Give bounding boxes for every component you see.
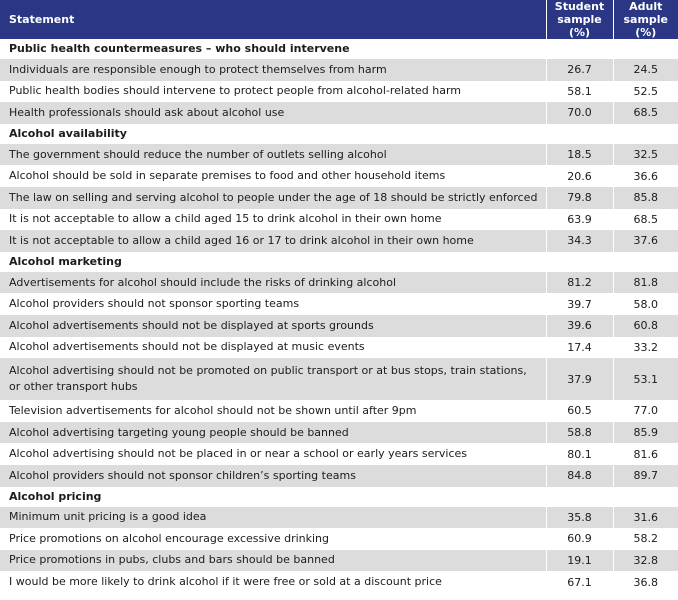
statement-cell: Television advertisements for alcohol should not be shown until after 9pm [9, 403, 417, 417]
section-title: Public health countermeasures – who should intervene [0, 39, 678, 59]
table-row [0, 571, 678, 593]
student-value-cell: 67.1 [546, 571, 613, 593]
student-value-cell: 84.8 [546, 465, 613, 487]
table-row [0, 293, 678, 315]
statement-cell: Alcohol providers should not sponsor children’s sporting teams [0, 465, 546, 487]
adult-value-cell: 81.8 [613, 272, 678, 294]
statement-cell: Alcohol advertising should not be placed in or near a school or early years services [9, 447, 468, 461]
adult-value-cell: 33.2 [613, 337, 678, 359]
adult-value-cell: 68.5 [613, 102, 678, 124]
table-row [0, 59, 678, 81]
section-header-row [0, 252, 678, 272]
adult-value-cell: 81.6 [613, 443, 678, 465]
student-value-cell: 18.5 [546, 144, 613, 166]
table-row [0, 230, 678, 252]
section-header-row [0, 487, 678, 507]
table-row [0, 165, 678, 187]
statement-cell: Minimum unit pricing is a good idea [0, 507, 546, 529]
adult-value-cell: 32.8 [613, 550, 678, 572]
adult-value-cell: 36.8 [613, 571, 678, 593]
statement-cell: The government should reduce the number of outlets selling alcohol [0, 144, 546, 166]
header-adult: Adult sample (%) [613, 0, 678, 39]
adult-value-cell: 68.5 [613, 209, 678, 231]
student-value-cell: 26.7 [546, 59, 613, 81]
adult-value-cell: 77.0 [613, 400, 678, 422]
adult-value-cell: 52.5 [613, 81, 678, 103]
table-row [0, 422, 678, 444]
statement-cell: Alcohol advertising should not be promoted on public transport or at bus stops, train stations, or other transport hubs [0, 358, 546, 400]
student-value-cell: 79.8 [546, 187, 613, 209]
adult-value-cell: 58.2 [613, 528, 678, 550]
header-statement: Statement [0, 0, 546, 39]
adult-value-cell: 37.6 [613, 230, 678, 252]
student-value-cell: 80.1 [546, 443, 613, 465]
student-value-cell: 35.8 [546, 507, 613, 529]
table-row [0, 187, 678, 209]
statement-cell: Public health bodies should intervene to protect people from alcohol-related harm [9, 84, 462, 98]
table-row [0, 81, 678, 103]
adult-value-cell: 58.0 [613, 293, 678, 315]
adult-value-cell: 24.5 [613, 59, 678, 81]
table-row [0, 443, 678, 465]
section-title: Alcohol marketing [0, 252, 678, 272]
adult-value-cell: 89.7 [613, 465, 678, 487]
statement-cell: The law on selling and serving alcohol to people under the age of 18 should be strictly enforced [0, 187, 546, 209]
student-value-cell: 39.7 [546, 293, 613, 315]
student-value-cell: 58.8 [546, 422, 613, 444]
student-value-cell: 34.3 [546, 230, 613, 252]
student-value-cell: 60.9 [546, 528, 613, 550]
table-row [0, 144, 678, 166]
table-row [0, 528, 678, 550]
table-header [0, 0, 678, 39]
student-value-cell: 60.5 [546, 400, 613, 422]
table-row [0, 400, 678, 422]
section-header-row [0, 39, 678, 59]
table-row [0, 209, 678, 231]
statement-cell: Alcohol providers should not sponsor sporting teams [9, 297, 300, 311]
student-value-cell: 20.6 [546, 165, 613, 187]
statement-cell: Individuals are responsible enough to protect themselves from harm [0, 59, 546, 81]
student-value-cell: 17.4 [546, 337, 613, 359]
table-row [0, 315, 678, 337]
statement-cell: Alcohol advertisements should not be displayed at music events [9, 340, 365, 354]
table-body [0, 39, 678, 593]
statement-cell: Alcohol should be sold in separate premises to food and other household items [9, 169, 446, 183]
student-value-cell: 39.6 [546, 315, 613, 337]
adult-value-cell: 53.1 [613, 358, 678, 400]
adult-value-cell: 36.6 [613, 165, 678, 187]
table-row [0, 358, 678, 400]
student-value-cell: 37.9 [546, 358, 613, 400]
statement-cell: Advertisements for alcohol should include the risks of drinking alcohol [0, 272, 546, 294]
statement-cell: Health professionals should ask about alcohol use [0, 102, 546, 124]
table-row [0, 465, 678, 487]
student-value-cell: 19.1 [546, 550, 613, 572]
table-row [0, 507, 678, 529]
statement-cell: I would be more likely to drink alcohol if it were free or sold at a discount price [9, 575, 442, 589]
student-value-cell: 63.9 [546, 209, 613, 231]
student-value-cell: 58.1 [546, 81, 613, 103]
adult-value-cell: 31.6 [613, 507, 678, 529]
statement-cell: It is not acceptable to allow a child aged 15 to drink alcohol in their own home [9, 212, 442, 226]
adult-value-cell: 85.8 [613, 187, 678, 209]
statement-cell: Price promotions in pubs, clubs and bars should be banned [0, 550, 546, 572]
section-header-row [0, 124, 678, 144]
student-value-cell: 81.2 [546, 272, 613, 294]
table-row [0, 337, 678, 359]
header-row [0, 0, 678, 39]
statement-cell: Price promotions on alcohol encourage excessive drinking [9, 531, 330, 545]
statement-cell: Alcohol advertisements should not be displayed at sports grounds [0, 315, 546, 337]
student-value-cell: 70.0 [546, 102, 613, 124]
adult-value-cell: 85.9 [613, 422, 678, 444]
adult-value-cell: 60.8 [613, 315, 678, 337]
header-student: Student sample (%) [546, 0, 613, 39]
section-title: Alcohol availability [0, 124, 678, 144]
statement-cell: It is not acceptable to allow a child aged 16 or 17 to drink alcohol in their own home [0, 230, 546, 252]
section-title: Alcohol pricing [0, 487, 678, 507]
table-row [0, 550, 678, 572]
table-row [0, 272, 678, 294]
adult-value-cell: 32.5 [613, 144, 678, 166]
statement-cell: Alcohol advertising targeting young people should be banned [0, 422, 546, 444]
table-row [0, 102, 678, 124]
